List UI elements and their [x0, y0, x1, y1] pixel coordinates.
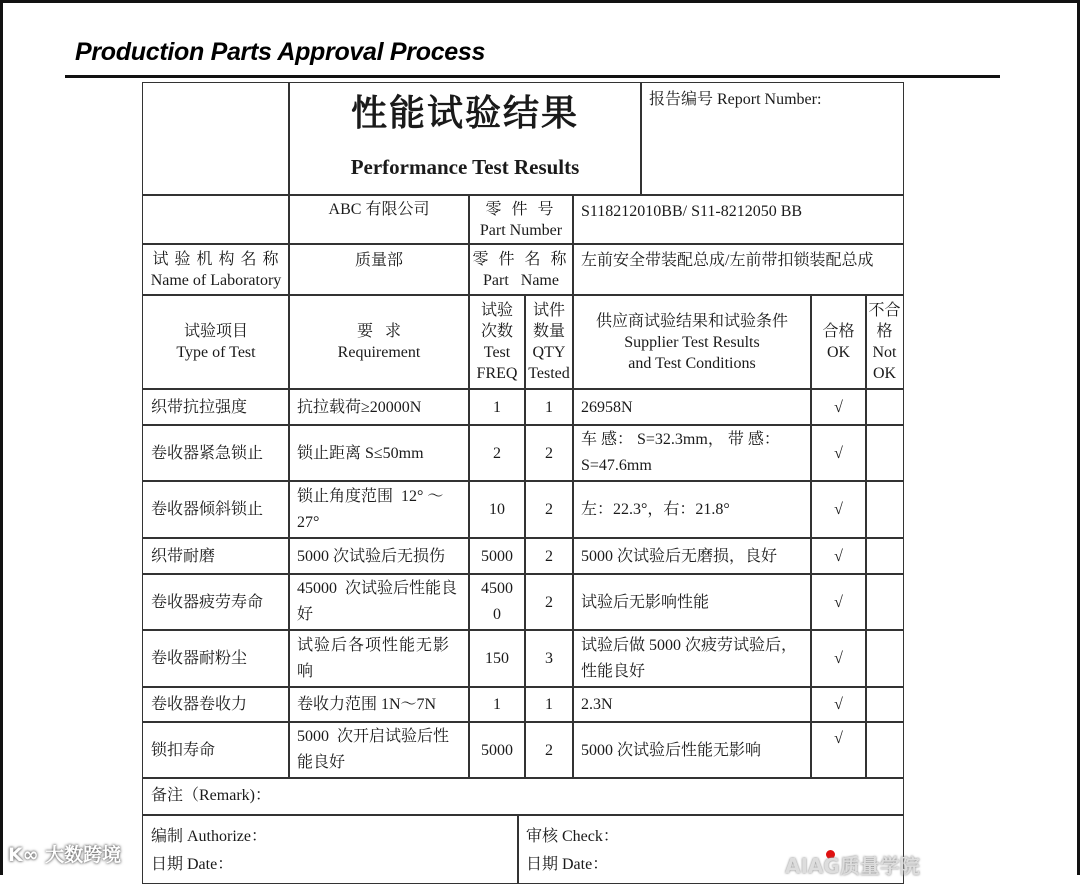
cell-result	[572, 424, 812, 482]
cell-freq: 1	[468, 388, 526, 426]
header-qty	[524, 294, 574, 390]
header-ok-cn: 合格	[822, 323, 855, 340]
header-freq	[468, 294, 526, 390]
cell-requirement	[288, 686, 470, 723]
heading-rule	[65, 75, 1000, 78]
header-notok	[865, 294, 904, 390]
blank-label-cell	[142, 194, 290, 245]
header-qty-cn2: 数量	[532, 323, 565, 340]
part-name-value: 左前安全带装配总成/左前带扣锁装配总成	[581, 252, 874, 269]
part-name-value-cell	[572, 243, 904, 296]
cell-notok	[865, 424, 904, 482]
check-label: 审核 Check：	[526, 828, 619, 845]
cell-requirement	[288, 721, 470, 779]
cell-requirement	[288, 629, 470, 688]
lab-value: 质量部	[354, 252, 403, 269]
result-line: 2.3N	[581, 696, 613, 713]
result-line: 车 感： S=32.3mm， 带 感：	[581, 431, 780, 448]
cell-result	[572, 480, 812, 539]
lab-value-cell	[288, 243, 470, 296]
requirement-line: 锁止距离 S≤50mm	[297, 444, 424, 462]
form-title-cell	[288, 82, 642, 196]
remark-label: 备注（Remark)：	[151, 787, 271, 804]
result-line: 5000 次试验后无磨损，良好	[581, 547, 778, 565]
cell-type: 织带抗拉强度	[142, 388, 290, 426]
header-freq-en2: FREQ	[476, 365, 518, 382]
header-notok-cn1: 不合	[868, 302, 901, 319]
check-date-label: 日期 Date：	[526, 856, 609, 873]
requirement-line: 好	[297, 606, 314, 623]
cell-freq: 1	[468, 686, 526, 723]
header-type-cn: 试验项目	[183, 323, 248, 340]
requirement-line: 5000 次开启试验后性	[297, 728, 450, 745]
freq-line: 4500	[481, 580, 513, 597]
form-title-en: Performance Test Results	[350, 155, 580, 179]
cell-result	[572, 721, 812, 779]
cell-freq: 5000	[468, 721, 526, 779]
cell-freq: 150	[468, 629, 526, 688]
cell-type: 织带耐磨	[142, 537, 290, 575]
requirement-line: 响	[297, 662, 314, 680]
header-notok-en2: OK	[872, 365, 897, 382]
requirement-line: 能良好	[297, 754, 346, 771]
header-qty-cn1: 试件	[532, 302, 565, 319]
cell-requirement	[288, 537, 470, 575]
requirement-line: 27°	[297, 513, 320, 531]
company-cell	[288, 194, 470, 245]
lab-label-cn: 试 验 机 构 名 称	[152, 250, 280, 268]
remark-cell[interactable]	[142, 777, 904, 816]
lab-label-en: Name of Laboratory	[150, 271, 282, 289]
part-name-label-en: Part Name	[483, 271, 559, 289]
cell-type: 卷收器耐粉尘	[142, 629, 290, 688]
check-ok-icon: √	[810, 573, 867, 631]
cell-qty: 1	[524, 686, 574, 723]
lab-label-cell	[142, 243, 290, 296]
cell-requirement	[288, 424, 470, 482]
header-type	[142, 294, 290, 390]
authorize-date-label: 日期 Date：	[151, 856, 234, 873]
freq-line: 0	[493, 606, 501, 623]
part-number-label-cn: 零 件 号	[485, 200, 557, 218]
result-line: 5000 次试验后性能无影响	[581, 741, 762, 759]
cell-requirement	[288, 388, 470, 426]
watermark-left: K∞ 大数跨境	[8, 844, 122, 866]
cell-qty: 2	[524, 480, 574, 539]
header-freq-cn2: 次数	[480, 323, 513, 340]
cell-qty: 3	[524, 629, 574, 688]
cell-type: 卷收器疲劳寿命	[142, 573, 290, 631]
cell-freq: 5000	[468, 537, 526, 575]
cell-notok	[865, 480, 904, 539]
cell-result	[572, 573, 812, 631]
cell-notok	[865, 686, 904, 723]
header-notok-en1: Not	[872, 344, 897, 361]
header-results-cn: 供应商试验结果和试验条件	[595, 312, 788, 330]
cell-result	[572, 686, 812, 723]
cell-qty: 1	[524, 388, 574, 426]
requirement-line: 试验后各项性能无影	[297, 636, 451, 654]
check-ok-icon: √	[810, 388, 867, 426]
cell-qty: 2	[524, 721, 574, 779]
cell-qty: 2	[524, 424, 574, 482]
report-number-label: 报告编号 Report Number:	[649, 91, 822, 108]
cell-freq	[468, 573, 526, 631]
cell-result	[572, 388, 812, 426]
document-heading: Production Parts Approval Process	[75, 38, 486, 66]
cell-notok	[865, 629, 904, 688]
cell-requirement	[288, 480, 470, 539]
part-number-value-cell	[572, 194, 904, 245]
cell-type: 卷收器紧急锁止	[142, 424, 290, 482]
authorize-cell[interactable]	[142, 814, 519, 884]
cell-type: 卷收器倾斜锁止	[142, 480, 290, 539]
header-ok	[810, 294, 867, 390]
header-notok-cn2: 格	[876, 323, 893, 340]
authorize-label: 编制 Authorize：	[151, 828, 267, 845]
result-line: 性能良好	[581, 662, 646, 680]
part-number-label-en: Part Number	[479, 221, 563, 239]
requirement-line: 45000 次试验后性能良	[297, 580, 458, 597]
header-qty-en2: Tested	[528, 365, 570, 382]
form-title-cn: 性能试验结果	[350, 93, 579, 133]
cell-freq: 2	[468, 424, 526, 482]
part-number-value: S118212010BB/ S11-8212050 BB	[581, 203, 803, 220]
header-results	[572, 294, 812, 390]
header-results-en2: and Test Conditions	[628, 354, 756, 372]
result-line: S=47.6mm	[581, 457, 652, 474]
check-ok-icon: √	[810, 480, 867, 539]
requirement-line: 卷收力范围 1N～7N	[297, 696, 437, 713]
cell-result	[572, 629, 812, 688]
cell-notok	[865, 721, 904, 779]
part-name-label-cell	[468, 243, 574, 296]
requirement-line: 5000 次试验后无损伤	[297, 547, 446, 565]
requirement-line: 抗拉载荷≥20000N	[297, 398, 422, 416]
header-freq-en1: Test	[483, 344, 511, 361]
check-ok-icon: √	[810, 721, 867, 779]
part-name-label-cn: 零 件 名 称	[472, 250, 570, 268]
check-ok-icon: √	[810, 424, 867, 482]
header-type-en: Type of Test	[176, 344, 256, 361]
check-ok-icon: √	[810, 629, 867, 688]
cell-result	[572, 537, 812, 575]
result-line: 试验后做 5000 次疲劳试验后，	[581, 636, 798, 654]
cell-type: 卷收器卷收力	[142, 686, 290, 723]
requirement-line: 锁止角度范围 12° ～	[297, 487, 444, 505]
logo-cell	[142, 82, 290, 196]
header-requirement	[288, 294, 470, 390]
header-ok-en: OK	[826, 344, 851, 361]
company-name: ABC 有限公司	[328, 201, 430, 218]
cell-qty: 2	[524, 573, 574, 631]
header-results-en1: Supplier Test Results	[624, 333, 760, 351]
result-line: 26958N	[581, 398, 633, 416]
report-number-cell[interactable]	[640, 82, 904, 196]
cell-qty: 2	[524, 537, 574, 575]
check-ok-icon: √	[810, 537, 867, 575]
cell-notok	[865, 573, 904, 631]
result-line: 左：22.3°，右：21.8°	[581, 501, 730, 518]
header-requirement-cn: 要 求	[356, 323, 401, 340]
cell-notok	[865, 388, 904, 426]
cell-freq: 10	[468, 480, 526, 539]
part-number-label-cell	[468, 194, 574, 245]
check-ok-icon: √	[810, 686, 867, 723]
result-line: 试验后无影响性能	[581, 593, 710, 611]
cell-notok	[865, 537, 904, 575]
watermark-right: AIAG质量学院	[785, 854, 920, 878]
header-requirement-en: Requirement	[337, 344, 421, 361]
cell-type: 锁扣寿命	[142, 721, 290, 779]
header-qty-en1: QTY	[532, 344, 566, 361]
header-freq-cn1: 试验	[480, 302, 513, 319]
cell-requirement	[288, 573, 470, 631]
